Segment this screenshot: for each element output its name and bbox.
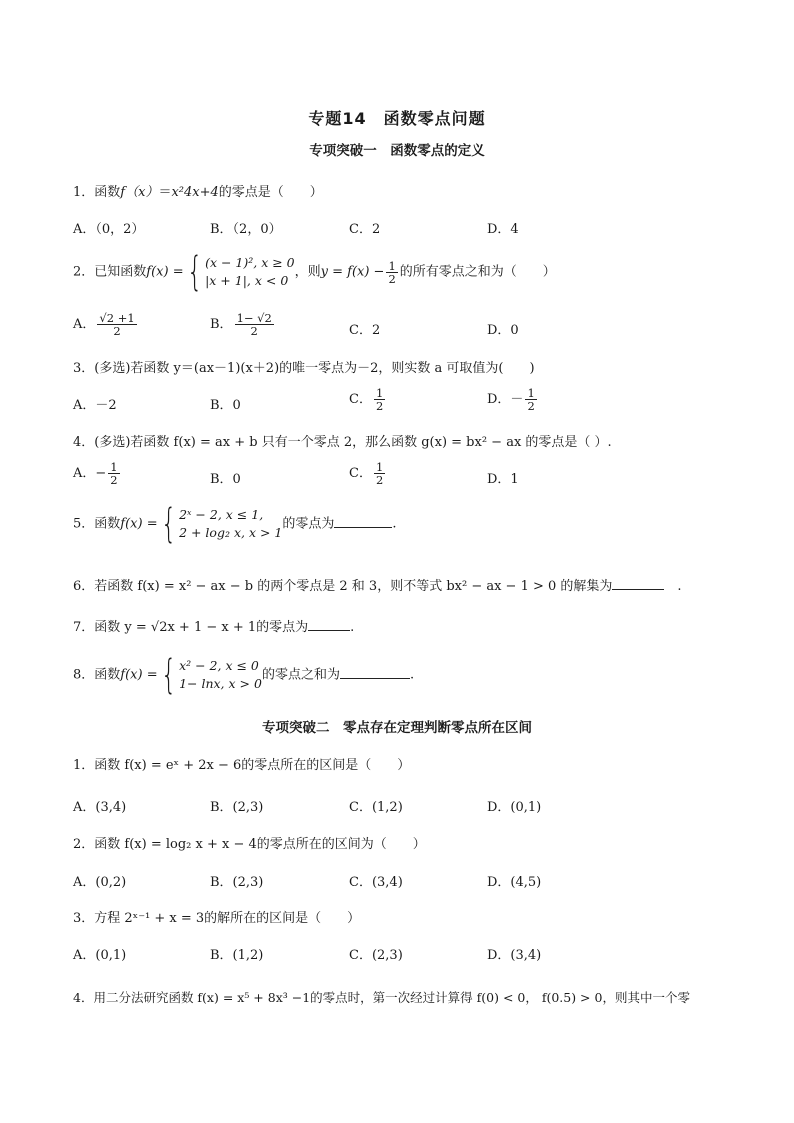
- question-text: 用二分法研究函数 f(x) = x⁵ + 8x³ −1的零点时，第一次经过计算得 f(0) < 0， f(0.5) > 0，则其中一个零: [93, 990, 690, 1005]
- period: .: [409, 667, 415, 683]
- numerator: 1: [110, 460, 118, 474]
- option-d: D．(4,5): [487, 875, 542, 890]
- question-text: 若函数 f(x) = x² − ax − b 的两个零点是 2 和 3，则不等式 bx² − ax − 1 > 0 的解集为: [94, 579, 613, 594]
- option-d: D．1: [487, 472, 519, 487]
- question-number: 6．: [73, 579, 95, 594]
- question-number: 1．: [73, 758, 95, 773]
- option-b: B．（2，0）: [210, 222, 282, 237]
- option-a: [73, 312, 139, 337]
- question-1-6: [73, 575, 682, 594]
- question-number: 2．: [73, 264, 95, 280]
- question-number: 4．: [73, 990, 94, 1005]
- case-line: 2ˣ − 2, x ≤ 1,: [179, 507, 264, 522]
- period: .: [392, 516, 397, 532]
- numerator: 1: [388, 258, 396, 273]
- fraction: [374, 461, 385, 486]
- answer-blank[interactable]: [334, 517, 392, 528]
- question-text: 函数 y = √2x + 1 − x + 1的零点为: [94, 620, 309, 635]
- numerator: √2 +1: [99, 311, 135, 325]
- question-1-1: [73, 181, 323, 200]
- section-heading-2: 专项突破二 零点存在定理判断零点所在区间: [262, 720, 532, 736]
- question-2-1: [73, 754, 410, 773]
- option-b: B．0: [210, 472, 241, 487]
- section-heading-1: 专项突破一 函数零点的定义: [309, 143, 485, 159]
- question-1-3: [73, 357, 535, 376]
- question-text: (多选)若函数 f(x) = ax + b 只有一个零点 2，那么函数 g(x) = bx² − ax 的零点是（ ）.: [94, 435, 612, 450]
- option-label: C．: [349, 392, 372, 407]
- option-label: A．−: [73, 466, 107, 481]
- denominator: 2: [250, 324, 258, 338]
- math-expression: f（x）: [120, 185, 159, 200]
- question-text: 的零点是（ ）: [218, 185, 323, 200]
- question-text: 的零点为: [282, 516, 335, 532]
- question-text: 函数: [94, 667, 121, 683]
- question-number: 3．: [73, 911, 95, 926]
- piecewise-cases: [205, 254, 295, 290]
- fraction: [525, 387, 536, 412]
- option-c: C．2: [349, 222, 381, 237]
- option-b: [210, 312, 276, 337]
- math-expression: f(x) =: [120, 667, 158, 683]
- question-text: ＝: [158, 185, 172, 200]
- case-line: 2 + log₂ x, x > 1: [179, 525, 283, 540]
- case-line: 1− lnx, x > 0: [179, 676, 262, 691]
- question-1-4: [73, 431, 612, 450]
- answer-blank[interactable]: [612, 579, 664, 590]
- answer-blank[interactable]: [308, 620, 350, 631]
- option-label: C．: [349, 466, 372, 481]
- option-c: C．2: [349, 323, 381, 338]
- option-a: A．(0,2): [73, 875, 127, 890]
- question-text: 函数: [94, 516, 121, 532]
- option-a: A．(0,1): [73, 948, 127, 963]
- brace-symbol: {: [186, 249, 202, 295]
- period: .: [350, 620, 355, 635]
- denominator: 2: [375, 473, 384, 487]
- option-c: C．(3,4): [349, 875, 403, 890]
- question-1-2: [73, 249, 556, 295]
- question-1-8: [73, 652, 415, 698]
- question-number: 7．: [73, 620, 95, 635]
- question-text: ，则: [294, 264, 321, 280]
- numerator: 1: [527, 386, 535, 400]
- question-number: 3．: [73, 361, 95, 376]
- math-expression: f(x) =: [120, 516, 158, 532]
- page-title: 专题14 函数零点问题: [308, 109, 486, 128]
- option-b: B．(2,3): [210, 875, 264, 890]
- numerator: 1: [375, 386, 384, 400]
- question-text: 的零点之和为: [261, 667, 340, 683]
- question-2-4: [73, 988, 690, 1006]
- question-text: 的所有零点之和为（ ）: [399, 264, 556, 280]
- option-b: B．(2,3): [210, 800, 264, 815]
- denominator: 2: [110, 473, 118, 487]
- question-number: 8．: [73, 667, 95, 683]
- fraction: [108, 461, 119, 486]
- period: .: [664, 579, 682, 594]
- option-label: A．: [73, 317, 96, 332]
- option-a: A．（0，2）: [73, 222, 145, 237]
- math-expression: x²4x+4: [171, 185, 219, 200]
- fraction: [97, 312, 136, 337]
- option-c: [349, 461, 387, 486]
- option-c: C．(1,2): [349, 800, 403, 815]
- option-d: D．4: [487, 222, 519, 237]
- denominator: 2: [527, 399, 535, 413]
- option-a: A．(3,4): [73, 800, 127, 815]
- question-number: 1．: [73, 185, 95, 200]
- brace-symbol: {: [160, 501, 176, 547]
- option-b: B．0: [210, 398, 241, 413]
- question-number: 5．: [73, 516, 95, 532]
- question-text: 函数 f(x) = log₂ x + x − 4的零点所在的区间为（ ）: [94, 837, 426, 852]
- answer-blank[interactable]: [340, 668, 410, 679]
- question-text: 已知函数: [94, 264, 147, 280]
- option-c: C．(2,3): [349, 948, 403, 963]
- option-a: [73, 461, 122, 486]
- numerator: 1− √2: [236, 311, 272, 325]
- case-line: x² − 2, x ≤ 0: [179, 658, 259, 673]
- question-text: (多选)若函数 y＝(ax－1)(x＋2)的唯一零点为－2，则实数 a 可取值为( ): [94, 361, 535, 376]
- case-line: |x + 1|, x < 0: [205, 273, 289, 288]
- case-line: (x − 1)², x ≥ 0: [205, 255, 295, 270]
- option-d: [487, 387, 539, 412]
- brace-symbol: {: [160, 652, 176, 698]
- numerator: 1: [375, 460, 384, 474]
- option-label: B．: [210, 317, 233, 332]
- piecewise-cases: [179, 506, 282, 542]
- option-d: D．(0,1): [487, 800, 542, 815]
- math-expression: f(x) =: [146, 264, 184, 280]
- option-label: D．－: [487, 392, 524, 407]
- denominator: 2: [375, 399, 384, 413]
- option-b: B．(1,2): [210, 948, 264, 963]
- question-text: 函数: [94, 185, 121, 200]
- question-2-2: [73, 833, 426, 852]
- piecewise-cases: [179, 657, 262, 693]
- question-number: 2．: [73, 837, 95, 852]
- denominator: 2: [113, 324, 121, 338]
- question-number: 4．: [73, 435, 95, 450]
- question-1-5: [73, 501, 397, 547]
- question-text: 方程 2ˣ⁻¹ + x = 3的解所在的区间是（ ）: [94, 911, 361, 926]
- fraction: [374, 387, 385, 412]
- fraction: [386, 260, 397, 285]
- option-d: D．(3,4): [487, 948, 542, 963]
- fraction: [235, 312, 274, 337]
- option-c: [349, 387, 387, 412]
- option-a: A．－2: [73, 398, 117, 413]
- question-1-7: [73, 616, 354, 635]
- denominator: 2: [388, 271, 396, 286]
- option-d: D．0: [487, 323, 519, 338]
- math-expression: y = f(x) −: [320, 264, 385, 280]
- question-2-3: [73, 907, 360, 926]
- question-text: 函数 f(x) = eˣ + 2x − 6的零点所在的区间是（ ）: [94, 758, 411, 773]
